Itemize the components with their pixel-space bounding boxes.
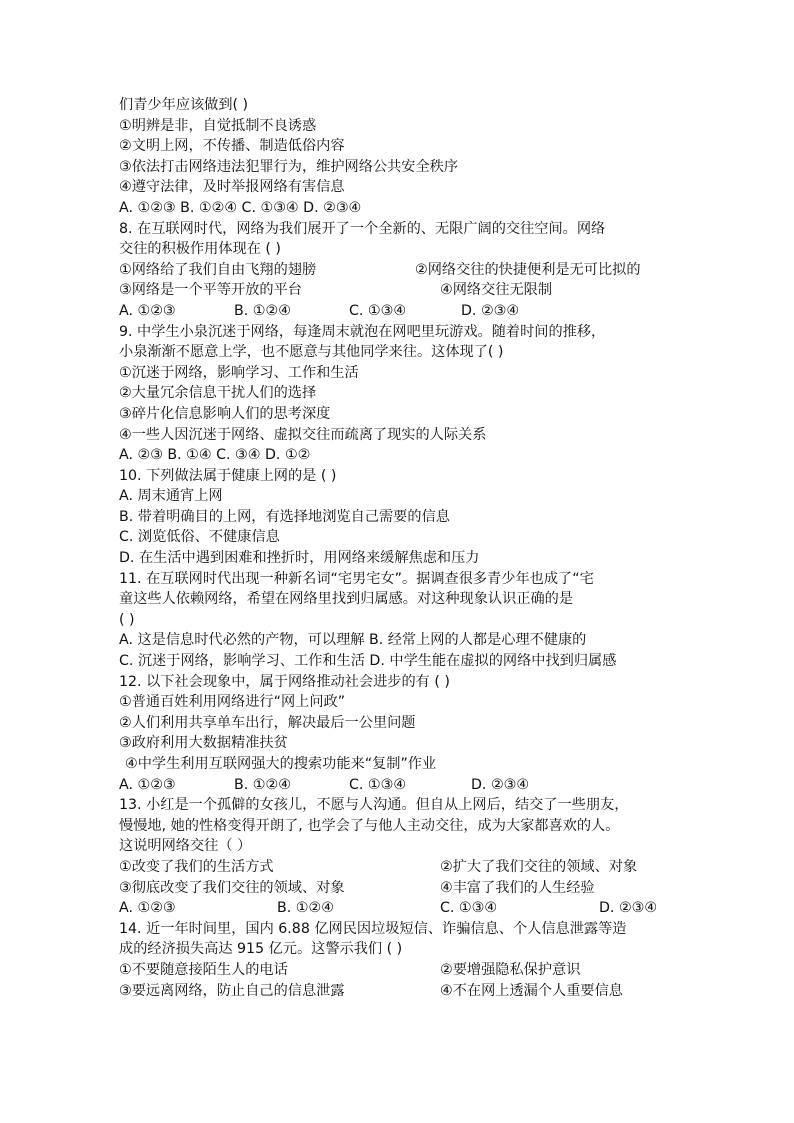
q7-stem-tail: 们青少年应该做到( ): [119, 97, 249, 113]
q13-statements-row-1: [119, 857, 679, 878]
q12-statement-1: ①普通百姓利用网络进行“网上问政”: [119, 694, 346, 711]
q11-blank: ( ): [119, 611, 135, 628]
q10-option-c: C. 浏览低俗、不健康信息: [119, 529, 280, 546]
q8-statement-1: ①网络给了我们自由飞翔的翅膀: [119, 261, 317, 278]
q10-option-a: A. 周末通宵上网: [119, 488, 223, 505]
q13-option-c: C. ①③④: [440, 900, 498, 917]
q8-statements-row-2: [119, 280, 679, 301]
q13-option-b: B. ①②④: [277, 900, 334, 917]
q8-statements-row-1: [119, 260, 679, 281]
q14-stem-2: 成的经济损失高达 915 亿元。这警示我们 ( ): [119, 941, 403, 958]
q7-statement-3: ③依法打击网络违法犯罪行为，维护网络公共安全秩序: [119, 158, 459, 175]
q12-stem: 12. 以下社会现象中，属于网络推动社会进步的有 ( ): [119, 673, 450, 690]
q14-statements-row-1: [119, 960, 679, 981]
q12-statement-4: ④中学生利用互联网强大的搜索功能来“复制”作业: [125, 756, 437, 772]
q8-option-d: D. ②③④: [461, 302, 520, 319]
q13-statement-3: ③彻底改变了我们交往的领域、对象: [119, 879, 345, 896]
q14-statements-row-2: [119, 981, 679, 1002]
q13-stem-1: 13. 小红是一个孤僻的女孩儿，不愿与人沟通。但自从上网后，结交了一些朋友，: [119, 797, 629, 814]
q11-stem-2: 童这些人依赖网络，希望在网络里找到归属感。对这种现象认识正确的是: [119, 591, 574, 608]
q9-stem-2: 小泉渐渐不愿意上学，也不愿意与其他同学来往。这体现了( ): [119, 344, 504, 361]
q9-stem-1: 9. 中学生小泉沉迷于网络，每逢周末就泡在网吧里玩游戏。随着时间的推移，: [119, 323, 606, 340]
q8-options: [119, 301, 679, 322]
q12-statement-2: ②人们利用共享单车出行，解决最后一公里问题: [119, 714, 416, 731]
q14-statement-2: ②要增强隐私保护意识: [440, 961, 581, 978]
q12-option-b: B. ①②④: [234, 776, 291, 793]
q13-stem-3: 这说明网络交往（ ）: [119, 838, 252, 855]
q14-stem-1: 14. 近一年时间里，国内 6.88 亿网民因垃圾短信、诈骗信息、个人信息泄露等造: [119, 920, 627, 937]
q13-statement-2: ②扩大了我们交往的领域、对象: [440, 858, 638, 875]
q8-statement-4: ④网络交往无限制: [440, 282, 553, 299]
q9-statement-3: ③碎片化信息影响人们的思考深度: [119, 405, 331, 422]
q14-statement-1: ①不要随意接陌生人的电话: [119, 961, 288, 978]
q9-statement-2: ②大量冗余信息干扰人们的选择: [119, 385, 317, 402]
q8-option-a: A. ①②③: [119, 302, 176, 319]
q11-options-cd: C. 沉迷于网络，影响学习、工作和生活 D. 中学生能在虚拟的网络中找到归属感: [119, 653, 617, 670]
q8-option-b: B. ①②④: [234, 302, 291, 319]
q12-option-a: A. ①②③: [119, 776, 176, 793]
q9-statement-4: ④一些人因沉迷于网络、虚拟交往而疏离了现实的人际关系: [119, 426, 487, 443]
q8-statement-3: ③网络是一个平等开放的平台: [119, 282, 302, 299]
q7-options: A. ①②③ B. ①②④ C. ①③④ D. ②③④: [119, 199, 362, 216]
q13-option-d: D. ②③④: [599, 900, 658, 917]
q12-option-c: C. ①③④: [349, 776, 407, 793]
q12-statement-3: ③政府利用大数据精准扶贫: [119, 735, 288, 752]
q10-stem: 10. 下列做法属于健康上网的是 ( ): [119, 467, 337, 484]
q10-option-d: D. 在生活中遇到困难和挫折时，用网络来缓解焦虑和压力: [119, 550, 480, 567]
q13-option-a: A. ①②③: [119, 900, 176, 917]
q12-options: [119, 775, 679, 796]
q9-options: A. ②③ B. ①④ C. ③④ D. ①②: [119, 447, 311, 464]
q14-statement-4: ④不在网上透漏个人重要信息: [440, 982, 623, 999]
q12-option-d: D. ②③④: [471, 776, 530, 793]
q8-stem-1: 8. 在互联网时代，网络为我们展开了一个全新的、无限广阔的交往空间。网络: [119, 220, 606, 237]
q13-statement-4: ④丰富了我们的人生经验: [440, 879, 595, 896]
q13-stem-2: 慢慢地, 她的性格变得开朗了, 也学会了与他人主动交往，成为大家都喜欢的人。: [119, 817, 620, 834]
q13-options: [119, 898, 679, 919]
q11-stem-1: 11. 在互联网时代出现一种新名词“宅男宅女”。据调查很多青少年也成了“宅: [119, 570, 594, 587]
q13-statement-1: ①改变了我们的生活方式: [119, 858, 274, 875]
q9-statement-1: ①沉迷于网络，影响学习、工作和生活: [119, 364, 359, 381]
q7-statement-2: ②文明上网，不传播、制造低俗内容: [119, 138, 345, 155]
q10-option-b: B. 带着明确目的上网，有选择地浏览自己需要的信息: [119, 508, 450, 525]
q14-statement-3: ③要远离网络，防止自己的信息泄露: [119, 982, 345, 999]
document-page: [119, 95, 679, 1001]
q13-statements-row-2: [119, 878, 679, 899]
q7-statement-1: ①明辨是非，自觉抵制不良诱惑: [119, 117, 317, 134]
q7-statement-4: ④遵守法律，及时举报网络有害信息: [119, 179, 345, 196]
q8-statement-2: ②网络交往的快捷便利是无可比拟的: [415, 261, 641, 278]
q8-stem-2: 交往的积极作用体现在 ( ): [119, 241, 281, 258]
q8-option-c: C. ①③④: [349, 302, 407, 319]
q11-options-ab: A. 这是信息时代必然的产物，可以理解 B. 经常上网的人都是心理不健康的: [119, 632, 587, 649]
